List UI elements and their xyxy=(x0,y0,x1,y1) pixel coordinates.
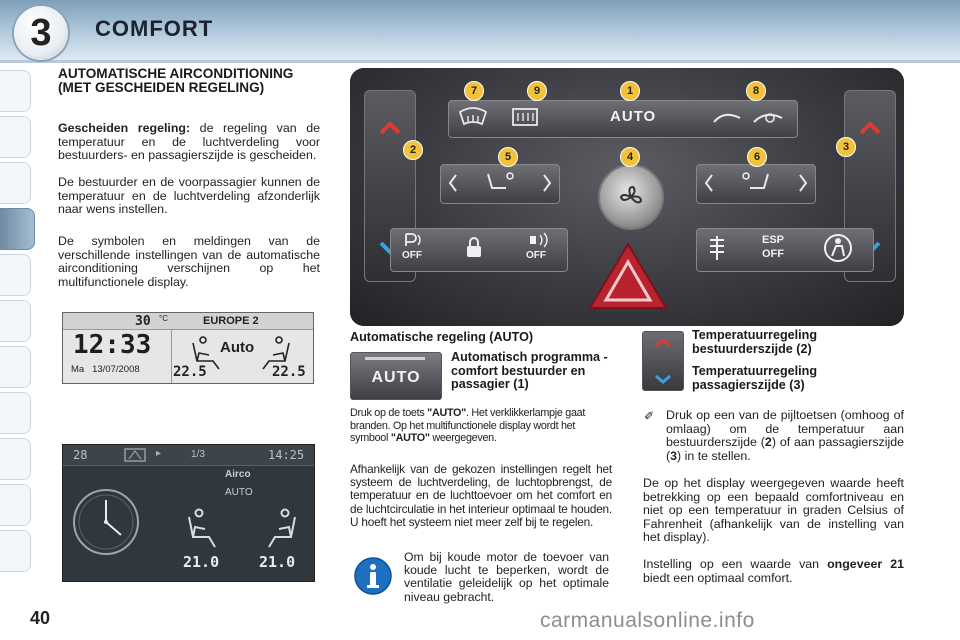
chapter-tab[interactable] xyxy=(0,254,31,296)
individual-setting-paragraph: De bestuurder en de voorpassagier kunnen de temperatuur en de luchtverdeling afzonderlijk naar wens instellen. xyxy=(58,175,320,217)
auto-press-paragraph xyxy=(350,407,612,445)
parking-sensor-icon[interactable] xyxy=(402,232,426,248)
outside-temperature: 28 xyxy=(73,448,88,462)
auto-button[interactable]: AUTO xyxy=(610,108,657,125)
optimal-setting-paragraph xyxy=(643,558,904,585)
separate-control-text: de regeling van de temperatuur en de luchtverdeling voor bestuurders- en passagierszijde is gescheiden. xyxy=(58,121,320,163)
radio-station: EUROPE 2 xyxy=(203,315,259,327)
press-text: . Het verklikkerlampje gaat branden. Op het multifunctionele display wordt het symbool xyxy=(350,407,586,445)
section-heading: AUTOMATISCHE AIRCONDITIONING (MET GESCHEIDEN REGELING) xyxy=(58,66,294,95)
chapter-tabs xyxy=(0,60,48,580)
multifunction-display-1: 30 °C EUROPE 2 12:33 Ma 13/07/2008 Auto 22.5 22.5 xyxy=(62,312,314,384)
page-title: COMFORT xyxy=(95,16,214,41)
fan-icon xyxy=(617,183,645,211)
bullet-icon: ✐ xyxy=(644,409,655,423)
page-indicator: 1/3 xyxy=(191,449,205,460)
arrow-key-text: Druk op een van de pijltoetsen (omhoog of omlaag) om de temperatuur aan bestuurderszijde ( xyxy=(666,408,904,450)
callout-badge: 6 xyxy=(747,147,767,167)
chapter-tab[interactable] xyxy=(0,392,31,434)
arrow-up-icon xyxy=(379,121,401,135)
arrow-key-text: ) of aan passagierszijde ( xyxy=(666,435,904,463)
seat-icons xyxy=(173,507,313,551)
navigation-icon xyxy=(123,447,149,463)
chapter-tab[interactable] xyxy=(0,484,31,526)
optimal-text: biedt een optimaal comfort. xyxy=(643,570,793,585)
optimal-text: Instelling op een waarde van xyxy=(643,557,828,571)
temperature-rocker-photo xyxy=(642,331,684,391)
date: Ma 13/07/2008 xyxy=(71,364,140,375)
arrow-up-icon xyxy=(654,338,672,348)
press-auto-label: "AUTO" xyxy=(427,407,466,419)
chapter-tab[interactable] xyxy=(0,116,31,158)
chapter-tab[interactable] xyxy=(0,438,31,480)
chapter-badge: 3 xyxy=(14,6,68,60)
comfort-level-paragraph: De op het display weergegeven waarde heeft betrekking op een bepaald comfortniveau en niet op een temperatuur in graden Celsius of Fahrenheit (afhankelijk van de instelling van het display). xyxy=(643,476,904,545)
climate-label: Airco xyxy=(225,469,251,480)
separate-control-label: Gescheiden regeling: xyxy=(58,121,191,135)
parking-sensor-off-label: OFF xyxy=(402,250,422,261)
press-text: Druk op de toets xyxy=(350,407,428,419)
chapter-tab[interactable] xyxy=(0,162,31,204)
auto-button-photo xyxy=(350,352,442,400)
passenger-airbag-icon[interactable] xyxy=(822,232,854,264)
arrow-up-icon xyxy=(859,121,881,135)
outside-temperature: 30 xyxy=(135,314,151,329)
press-text: weergegeven. xyxy=(429,432,497,445)
callout-badge: 7 xyxy=(464,81,484,101)
esp-label[interactable]: ESP xyxy=(762,234,785,246)
info-paragraph: Om bij koude motor de toevoer van koude lucht te beperken, wordt de ventilatie geleidelijk op het optimale niveau gebracht. xyxy=(404,550,609,604)
hazard-warning-button[interactable] xyxy=(586,240,670,312)
windscreen-demist-icon[interactable] xyxy=(456,104,490,132)
temperature-right: 21.0 xyxy=(259,553,296,571)
climate-mode: AUTO xyxy=(225,487,253,498)
rear-demist-icon[interactable] xyxy=(508,104,542,132)
central-locking-icon[interactable] xyxy=(464,236,484,260)
callout-badge: 4 xyxy=(620,147,640,167)
page-number: 40 xyxy=(30,608,51,628)
arrow-key-ref: 3 xyxy=(670,448,678,463)
display-info-paragraph: De symbolen en meldingen van de verschillende instellingen van de automatische airconditioning verschijnen op het multifunctionele display. xyxy=(58,234,320,289)
chapter-tab[interactable] xyxy=(0,300,31,342)
auto-description-paragraph: Afhankelijk van de gekozen instellingen regelt het systeem de luchtverdeling, de luchtopbrengst, de temperatuur en de luchttoevoer om het comfort en de luchtcirculatie in het interieur optimaal te houden. U hoeft het systeem niet meer zelf bij te regelen. xyxy=(350,462,612,529)
chapter-tab[interactable] xyxy=(0,530,31,572)
auto-program-title: Automatisch programma - comfort bestuurder en passagier (1) xyxy=(451,350,608,391)
callout-badge: 8 xyxy=(746,81,766,101)
suspension-icon[interactable] xyxy=(706,234,728,262)
optimal-value: ongeveer 21 xyxy=(827,557,904,571)
clock: 12:33 xyxy=(73,330,152,360)
alarm-icon[interactable] xyxy=(526,232,550,248)
alarm-off-label: OFF xyxy=(526,250,546,261)
callout-badge: 2 xyxy=(403,140,423,160)
arrow-down-icon xyxy=(654,374,672,384)
press-auto-label: "AUTO" xyxy=(390,432,430,445)
air-recirculation-icons[interactable] xyxy=(710,106,786,130)
driver-seat-airflow-icon xyxy=(448,170,552,196)
esp-off-label: OFF xyxy=(762,248,784,260)
chapter-tab[interactable] xyxy=(0,70,31,112)
chapter-tab-active[interactable] xyxy=(0,208,35,250)
driver-temperature-title: Temperatuurregeling bestuurderszijde (2) xyxy=(692,328,818,356)
climate-mode: Auto xyxy=(220,339,255,356)
analog-clock-icon xyxy=(71,487,141,557)
callout-badge: 9 xyxy=(527,81,547,101)
play-icon: ▸ xyxy=(156,448,162,459)
callout-badge: 1 xyxy=(620,81,640,101)
info-icon xyxy=(353,556,393,596)
clock: 14:25 xyxy=(268,448,305,462)
separate-control-paragraph xyxy=(58,122,320,163)
temperature-left: 21.0 xyxy=(183,553,220,571)
callout-badge: 3 xyxy=(836,137,856,157)
passenger-seat-airflow-icon xyxy=(704,170,808,196)
auto-section-heading: Automatische regeling (AUTO) xyxy=(350,330,534,344)
multifunction-display-2 xyxy=(62,444,315,582)
arrow-key-text: ) in te stellen. xyxy=(677,448,751,463)
auto-button-label: AUTO xyxy=(371,369,421,386)
header-divider xyxy=(0,60,960,63)
arrow-key-paragraph xyxy=(666,409,904,463)
arrow-key-ref: 2 xyxy=(764,435,772,450)
passenger-temperature-title: Temperatuurregeling passagierszijde (3) xyxy=(692,364,818,392)
climate-control-panel xyxy=(350,68,904,326)
chapter-tab[interactable] xyxy=(0,346,31,388)
callout-badge: 5 xyxy=(498,147,518,167)
watermark: carmanualsonline.info xyxy=(540,609,755,632)
temperature-left: 22.5 xyxy=(173,364,207,380)
temperature-right: 22.5 xyxy=(272,364,306,380)
fan-speed-knob[interactable] xyxy=(598,164,664,230)
